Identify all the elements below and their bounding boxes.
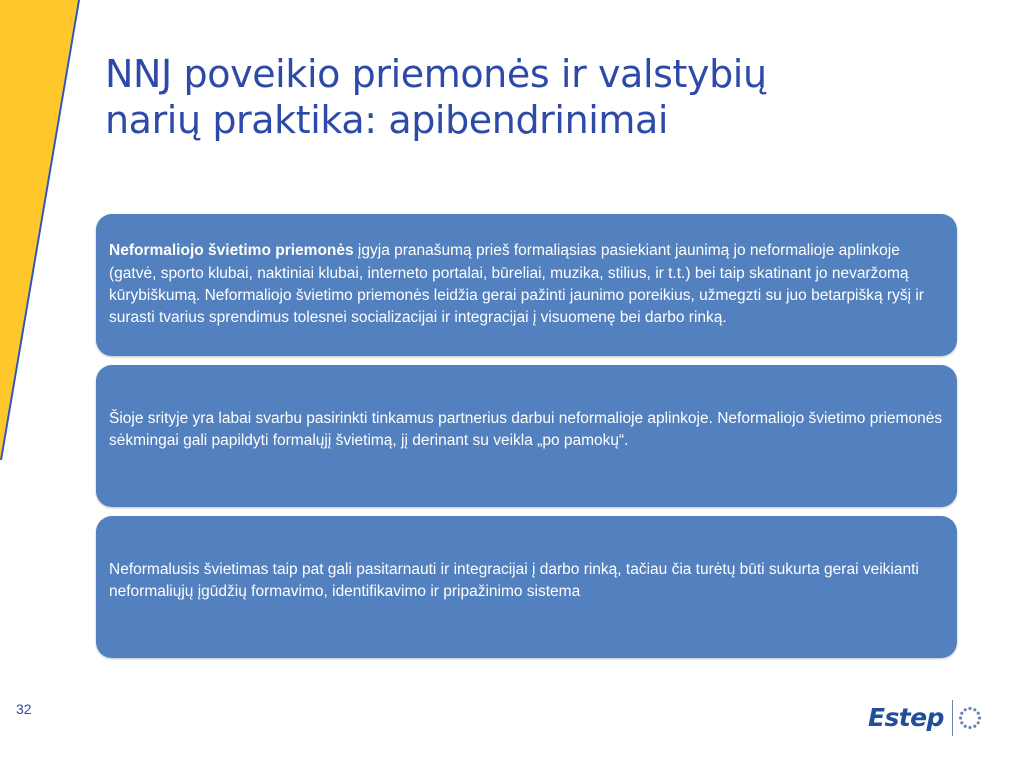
eu-star-dot	[973, 724, 976, 727]
estep-logo	[868, 695, 998, 740]
page-number: 32	[16, 701, 32, 717]
eu-star-dot	[976, 711, 979, 714]
summary-box-1-bold-lead: Neformaliojo švietimo priemonės	[109, 242, 354, 260]
summary-box-1-text	[109, 240, 943, 330]
summary-box-3	[96, 516, 957, 658]
eu-star-dot	[978, 716, 981, 719]
summary-box-2-text: Šioje srityje yra labai svarbu pasirinkti tinkamus partnerius darbui neformalioje aplinkoje. Neformaliojo švietimo priemonės sėkmingai gali papildyti formalųjį švietimą, jį derinant su veikla „po pamokų“.	[109, 409, 943, 449]
eu-star-dot	[960, 711, 963, 714]
eu-star-dot	[968, 725, 971, 728]
summary-box-1	[96, 214, 957, 356]
eu-star-dot	[960, 721, 963, 724]
summary-box-1-body: įgyja pranašumą prieš formaliąsias pasiekiant jaunimą jo neformalioje aplinkoje (gatvė, sporto klubai, naktiniai klubai, interneto portalai, būreliai, muzika, stilius, ir t.t.) bei taip skatinant jo nevaržomą kūrybiškumą. Neformaliojo švietimo priemonės leidžia gerai pažinti jaunimo poreikius, užmegzti su juo betarpišką ryšį ir surasti tvarius sprendimus tolesnei socializacijai ir integracijai į visuomenę bei darbo rinką.	[109, 242, 924, 327]
logo-wordmark: Estep	[868, 703, 944, 732]
slide-title	[105, 52, 985, 143]
eu-stars-icon	[958, 706, 982, 730]
title-line-1: NNJ poveikio priemonės ir valstybių	[105, 52, 767, 96]
yellow-stripe	[0, 0, 78, 460]
eu-star-dot	[963, 708, 966, 711]
eu-star-dot	[973, 708, 976, 711]
summary-box-3-text: Neformalusis švietimas taip pat gali pasitarnauti ir integracijai į darbo rinką, tačiau čia turėtų būti sukurta gerai veikianti neformaliųjų įgūdžių formavimo, identifikavimo ir pripažinimo sistema	[109, 560, 919, 600]
eu-star-dot	[959, 716, 962, 719]
eu-star-dot	[976, 721, 979, 724]
logo-divider	[952, 700, 953, 736]
title-line-2: narių praktika: apibendrinimai	[105, 97, 669, 142]
eu-star-dot	[963, 724, 966, 727]
decorative-stripe	[0, 0, 80, 460]
blue-stripe-line	[0, 0, 80, 460]
eu-star-dot	[968, 706, 971, 709]
summary-box-2	[96, 365, 957, 507]
